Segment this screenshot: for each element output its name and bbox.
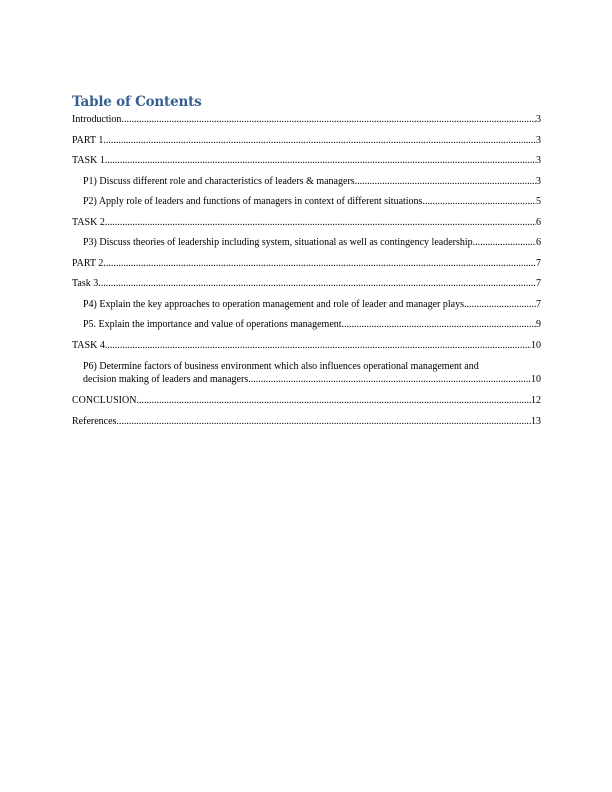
toc-dot-leader — [105, 155, 536, 167]
toc-page-number: 6 — [536, 237, 541, 248]
toc-dot-leader — [422, 196, 536, 208]
toc-page-number: 7 — [536, 298, 541, 310]
toc-entry-task-1[interactable] — [72, 155, 541, 167]
toc-entry-p6[interactable] — [72, 360, 541, 386]
toc-entry-text: P1) Discuss different role and characteristics of leaders & managers — [83, 175, 355, 187]
toc-entry-references[interactable] — [72, 416, 541, 428]
toc-page-number: 3 — [536, 155, 541, 166]
toc-dot-leader — [355, 176, 536, 188]
toc-entry-text: P4) Explain the key approaches to operation management and role of leader and manager plays — [83, 298, 464, 310]
toc-dot-leader — [464, 299, 536, 311]
toc-heading: Table of Contents — [72, 94, 202, 110]
toc-entry-conclusion[interactable] — [72, 395, 541, 407]
toc-dot-leader — [105, 217, 536, 229]
toc-entry-text: TASK 2 — [72, 216, 105, 228]
toc-dot-leader — [98, 278, 536, 290]
toc-entry-text: P5. Explain the importance and value of operations management — [83, 319, 342, 330]
toc-entry-p2[interactable] — [72, 196, 541, 208]
toc-entry-text: P3) Discuss theories of leadership including system, situational as well as contingency leadership — [83, 237, 473, 248]
toc-entry-text: TASK 4 — [72, 339, 105, 351]
toc-entry-text: P6) Determine factors of business environment which also influences operational management and — [83, 361, 479, 372]
toc-entry-text: CONCLUSION — [72, 395, 137, 406]
toc-dot-leader — [103, 258, 536, 270]
toc-entry-introduction[interactable] — [72, 114, 541, 126]
toc-entry-text-continued: decision making of leaders and managers — [83, 374, 249, 385]
toc-dot-leader — [342, 319, 536, 331]
toc-entry-p5[interactable] — [72, 319, 541, 331]
toc-list — [72, 114, 541, 436]
toc-page-number: 9 — [536, 319, 541, 330]
toc-entry-text: TASK 1 — [72, 155, 105, 166]
toc-dot-leader — [121, 114, 536, 126]
toc-entry-part-2[interactable] — [72, 258, 541, 270]
toc-entry-text: References — [72, 415, 117, 427]
toc-page-number: 10 — [531, 374, 541, 385]
toc-entry-p1[interactable] — [72, 176, 541, 188]
toc-entry-task-4[interactable] — [72, 340, 541, 352]
toc-entry-task-2[interactable] — [72, 217, 541, 229]
toc-page-number: 3 — [536, 175, 541, 187]
toc-page-number: 6 — [536, 216, 541, 228]
toc-entry-part-1[interactable] — [72, 135, 541, 147]
toc-dot-leader — [473, 237, 536, 249]
toc-entry-text: PART 2 — [72, 257, 104, 269]
toc-dot-leader — [248, 373, 531, 386]
toc-dot-leader — [136, 395, 531, 407]
toc-page-number: 10 — [531, 339, 541, 351]
toc-dot-leader — [116, 416, 531, 428]
toc-page-number: 13 — [531, 415, 541, 427]
toc-dot-leader — [105, 340, 531, 352]
toc-entry-text: Task 3 — [72, 278, 99, 289]
toc-page-number: 3 — [536, 114, 541, 125]
toc-entry-text: P2) Apply role of leaders and functions of managers in context of different situations — [83, 196, 423, 207]
toc-page-number: 7 — [536, 257, 541, 269]
toc-page-number: 12 — [531, 395, 541, 406]
toc-entry-continuation — [83, 373, 541, 386]
toc-page-number: 5 — [536, 196, 541, 207]
toc-page-number: 7 — [536, 278, 541, 289]
toc-dot-leader — [103, 135, 536, 147]
toc-entry-text: PART 1 — [72, 134, 104, 146]
toc-entry-task-3[interactable] — [72, 278, 541, 290]
toc-entry-p4[interactable] — [72, 299, 541, 311]
toc-entry-text: Introduction — [72, 114, 122, 125]
toc-entry-p3[interactable] — [72, 237, 541, 249]
toc-page-number: 3 — [536, 134, 541, 146]
